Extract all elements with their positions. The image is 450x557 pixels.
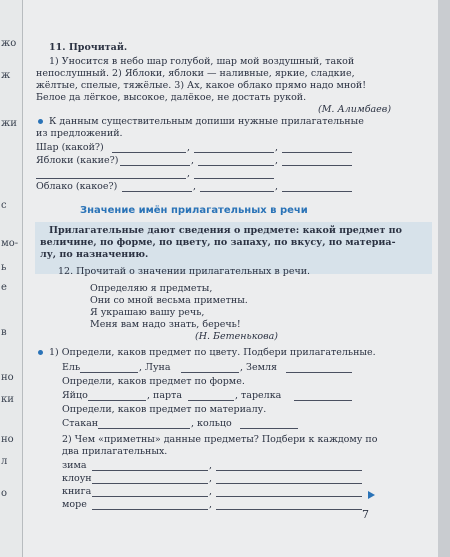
exercise-11-text-line: Белое да лёгкое, высокое, далёкое, не достать рукой.: [36, 92, 307, 103]
textbook-spread: жо ж жи с мо- ь е в но ки но л о 11. Прочитай. 1) Уносится в небо шар голубой, шар мой воздушный, такой непослушный. 2) Яблоки, яблоки — наливные, яркие, сладкие, жёлтые, спелые, тяжёлые. 3) Ах, какое облако прямо надо мной! Белое да лёгкое, высокое, далёкое, не достать рукой. (М. Алимбаев) К данным существительным допиши нужные прилагательные из предложений. Шар (какой?) , , Яблоки (какие?) , , , Облако (какое?) , , Значение имён прилагательных в речи Прилагательные дают сведения о предмете: какой предмет по величине, по форме, по цвету, по запаху, по вкусу, по материа- лу, по назначению. 12. Прочитай о значении прилагательных в речи. Определяю я предметы, Они со мной весьма приметны. Я украшаю вашу речь, Меня вам надо знать, беречь! (Н. Бетенькова) 1) Определи, каков предмет по цвету. Подбери прилагательные. Ель , Луна , Земля Определи, каков предмет по форме. Яйцо , парта , тарелка Определи, каков предмет по материалу. Стакан , кольцо 2) Чем «приметны» данные предметы? Подбери к каждому по два прилагательных. зима , клоун , книга , море , 7: [0, 0, 450, 557]
page-number: 7: [362, 508, 369, 521]
task-line: Определи, каков предмет по форме.: [62, 376, 245, 387]
exercise-11-text-line: непослушный. 2) Яблоки, яблоки — наливные, яркие, сладкие,: [36, 68, 355, 79]
answer-blank[interactable]: [188, 400, 234, 401]
spine-fragment: в: [1, 327, 7, 338]
exercise-11-author: (М. Алимбаев): [318, 104, 392, 115]
exercise-11-text-line: 1) Уносится в небо шар голубой, шар мой воздушный, такой: [49, 56, 355, 67]
answer-row-label: Яйцо: [62, 390, 88, 401]
spine-fragment: с: [1, 200, 7, 211]
answer-blank[interactable]: [92, 509, 208, 510]
poem-author: (Н. Бетенькова): [195, 331, 278, 342]
spine-fragment: ки: [1, 394, 14, 405]
answer-blank[interactable]: [194, 152, 274, 153]
answer-blank[interactable]: [80, 372, 138, 373]
answer-blank[interactable]: [282, 191, 352, 192]
spine-fragment: мо-: [1, 238, 19, 249]
spine-fragment: е: [1, 282, 7, 293]
exercise-12-heading: 12. Прочитай о значении прилагательных в речи.: [58, 266, 311, 277]
exercise-12-task: 2) Чем «приметны» данные предметы? Подбери к каждому по: [62, 434, 378, 445]
spine-fragment: ж: [1, 70, 11, 81]
answer-blank[interactable]: [216, 496, 362, 497]
exercise-11-task: К данным существительным допиши нужные прилагательные: [49, 116, 364, 127]
page-shadow: [438, 0, 450, 557]
poem-line: Меня вам надо знать, беречь!: [90, 319, 241, 330]
answer-blank[interactable]: [200, 191, 274, 192]
word-label: зима: [62, 460, 87, 471]
answer-row-label: , парта: [147, 390, 183, 401]
section-title: Значение имён прилагательных в речи: [80, 205, 308, 216]
answer-row-label: , тарелка: [235, 390, 282, 401]
rule-text-line: лу, по назначению.: [40, 249, 149, 260]
answer-blank[interactable]: [120, 165, 190, 166]
task-line: Определи, каков предмет по материалу.: [62, 404, 267, 415]
next-page-arrow-icon: [368, 491, 375, 499]
task-bullet-icon: [38, 350, 43, 355]
answer-blank[interactable]: [122, 191, 192, 192]
spine-fragment: но: [1, 372, 14, 383]
spine-fragment: о: [1, 488, 8, 499]
poem-line: Они со мной весьма приметны.: [90, 295, 248, 306]
answer-blank[interactable]: [92, 470, 208, 471]
answer-row-label: Яблоки (какие?): [36, 155, 119, 166]
exercise-11-heading: 11. Прочитай.: [49, 42, 128, 53]
left-page-edge: [0, 0, 23, 557]
answer-blank[interactable]: [282, 152, 352, 153]
answer-row-label: Стакан: [62, 418, 99, 429]
answer-row-label: , Луна: [139, 362, 171, 373]
word-label: клоун: [62, 473, 92, 484]
answer-row-label: Ель: [62, 362, 81, 373]
answer-blank[interactable]: [194, 178, 274, 179]
exercise-12-task: 1) Определи, каков предмет по цвету. Подбери прилагательные.: [49, 347, 376, 358]
answer-row-label: , Земля: [240, 362, 277, 373]
answer-blank[interactable]: [216, 483, 362, 484]
answer-blank[interactable]: [92, 483, 208, 484]
rule-text-line: величине, по форме, по цвету, по запаху, по вкусу, по материа-: [40, 237, 396, 248]
answer-blank[interactable]: [88, 400, 146, 401]
answer-blank[interactable]: [181, 372, 239, 373]
exercise-11-task: из предложений.: [36, 128, 123, 139]
answer-row-label: , кольцо: [191, 418, 232, 429]
answer-blank[interactable]: [294, 400, 352, 401]
rule-text-line: Прилагательные дают сведения о предмете: какой предмет по: [49, 225, 402, 236]
spine-fragment: ь: [1, 262, 7, 273]
answer-blank[interactable]: [216, 470, 362, 471]
word-label: море: [62, 499, 87, 510]
spine-fragment: л: [1, 456, 8, 467]
answer-blank[interactable]: [98, 428, 190, 429]
answer-blank[interactable]: [198, 165, 274, 166]
answer-blank[interactable]: [240, 428, 298, 429]
exercise-11-text-line: жёлтые, спелые, тяжёлые. 3) Ах, какое облако прямо надо мной!: [36, 80, 367, 91]
spine-fragment: но: [1, 434, 14, 445]
answer-blank[interactable]: [216, 509, 362, 510]
answer-blank[interactable]: [36, 178, 186, 179]
poem-line: Я украшаю вашу речь,: [90, 307, 205, 318]
poem-line: Определяю я предметы,: [90, 283, 213, 294]
exercise-12-task: два прилагательных.: [62, 446, 168, 457]
answer-blank[interactable]: [282, 165, 352, 166]
answer-blank[interactable]: [286, 372, 352, 373]
answer-row-label: Шар (какой?): [36, 142, 104, 153]
answer-row-label: Облако (какое?): [36, 181, 118, 192]
task-bullet-icon: [38, 119, 43, 124]
answer-blank[interactable]: [112, 152, 186, 153]
spine-fragment: жи: [1, 118, 17, 129]
answer-blank[interactable]: [92, 496, 208, 497]
word-label: книга: [62, 486, 92, 497]
spine-fragment: жо: [1, 38, 17, 49]
